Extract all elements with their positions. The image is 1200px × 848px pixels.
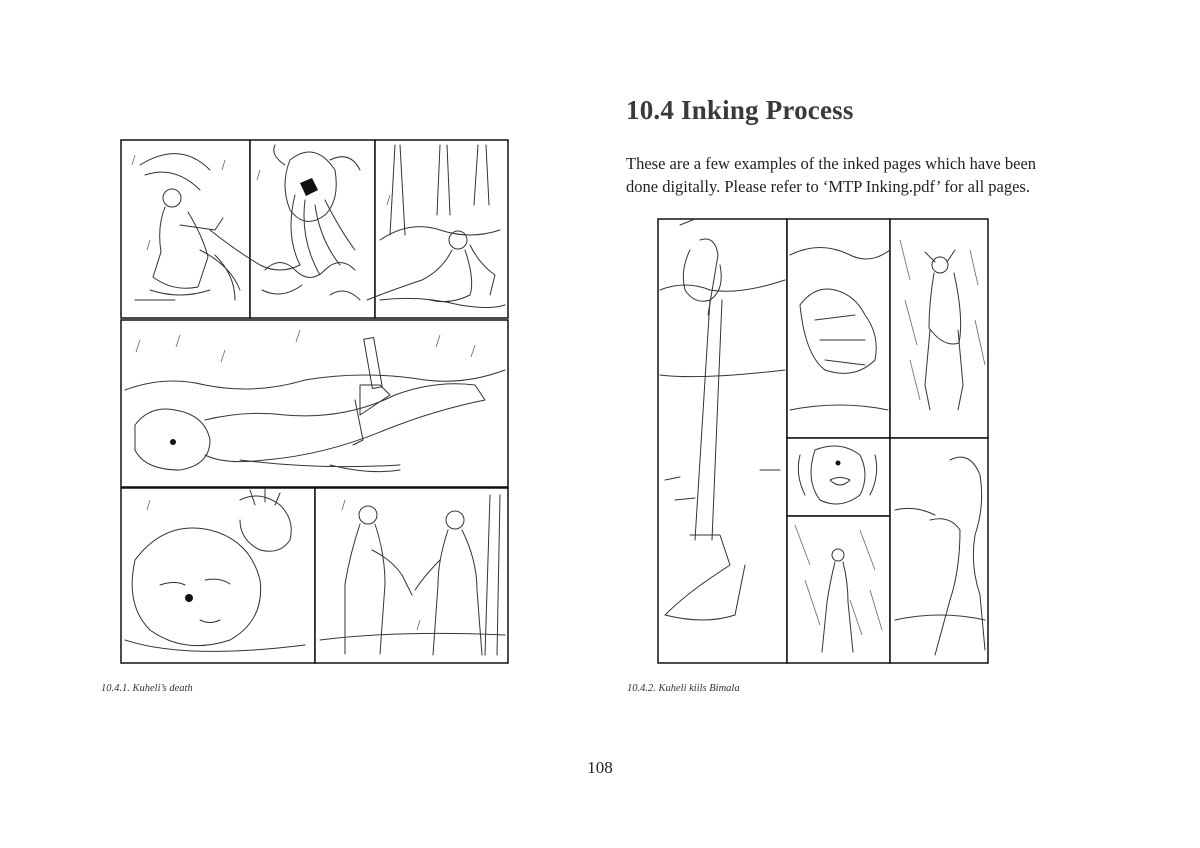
figure-caption-left: 10.4.1. Kuheli’s death xyxy=(101,683,193,694)
section-intro-paragraph: These are a few examples of the inked pages which have been done digitally. Please refer to ‘MTP Inking.pdf’ for all pages. xyxy=(626,154,1037,196)
panel-e xyxy=(787,516,890,663)
figure-caption-right: 10.4.2. Kuheli kiils Bimala xyxy=(627,683,740,694)
section-heading: 10.4 Inking Process xyxy=(626,95,854,125)
page-number: 108 xyxy=(587,758,613,777)
panel-c xyxy=(890,219,988,438)
